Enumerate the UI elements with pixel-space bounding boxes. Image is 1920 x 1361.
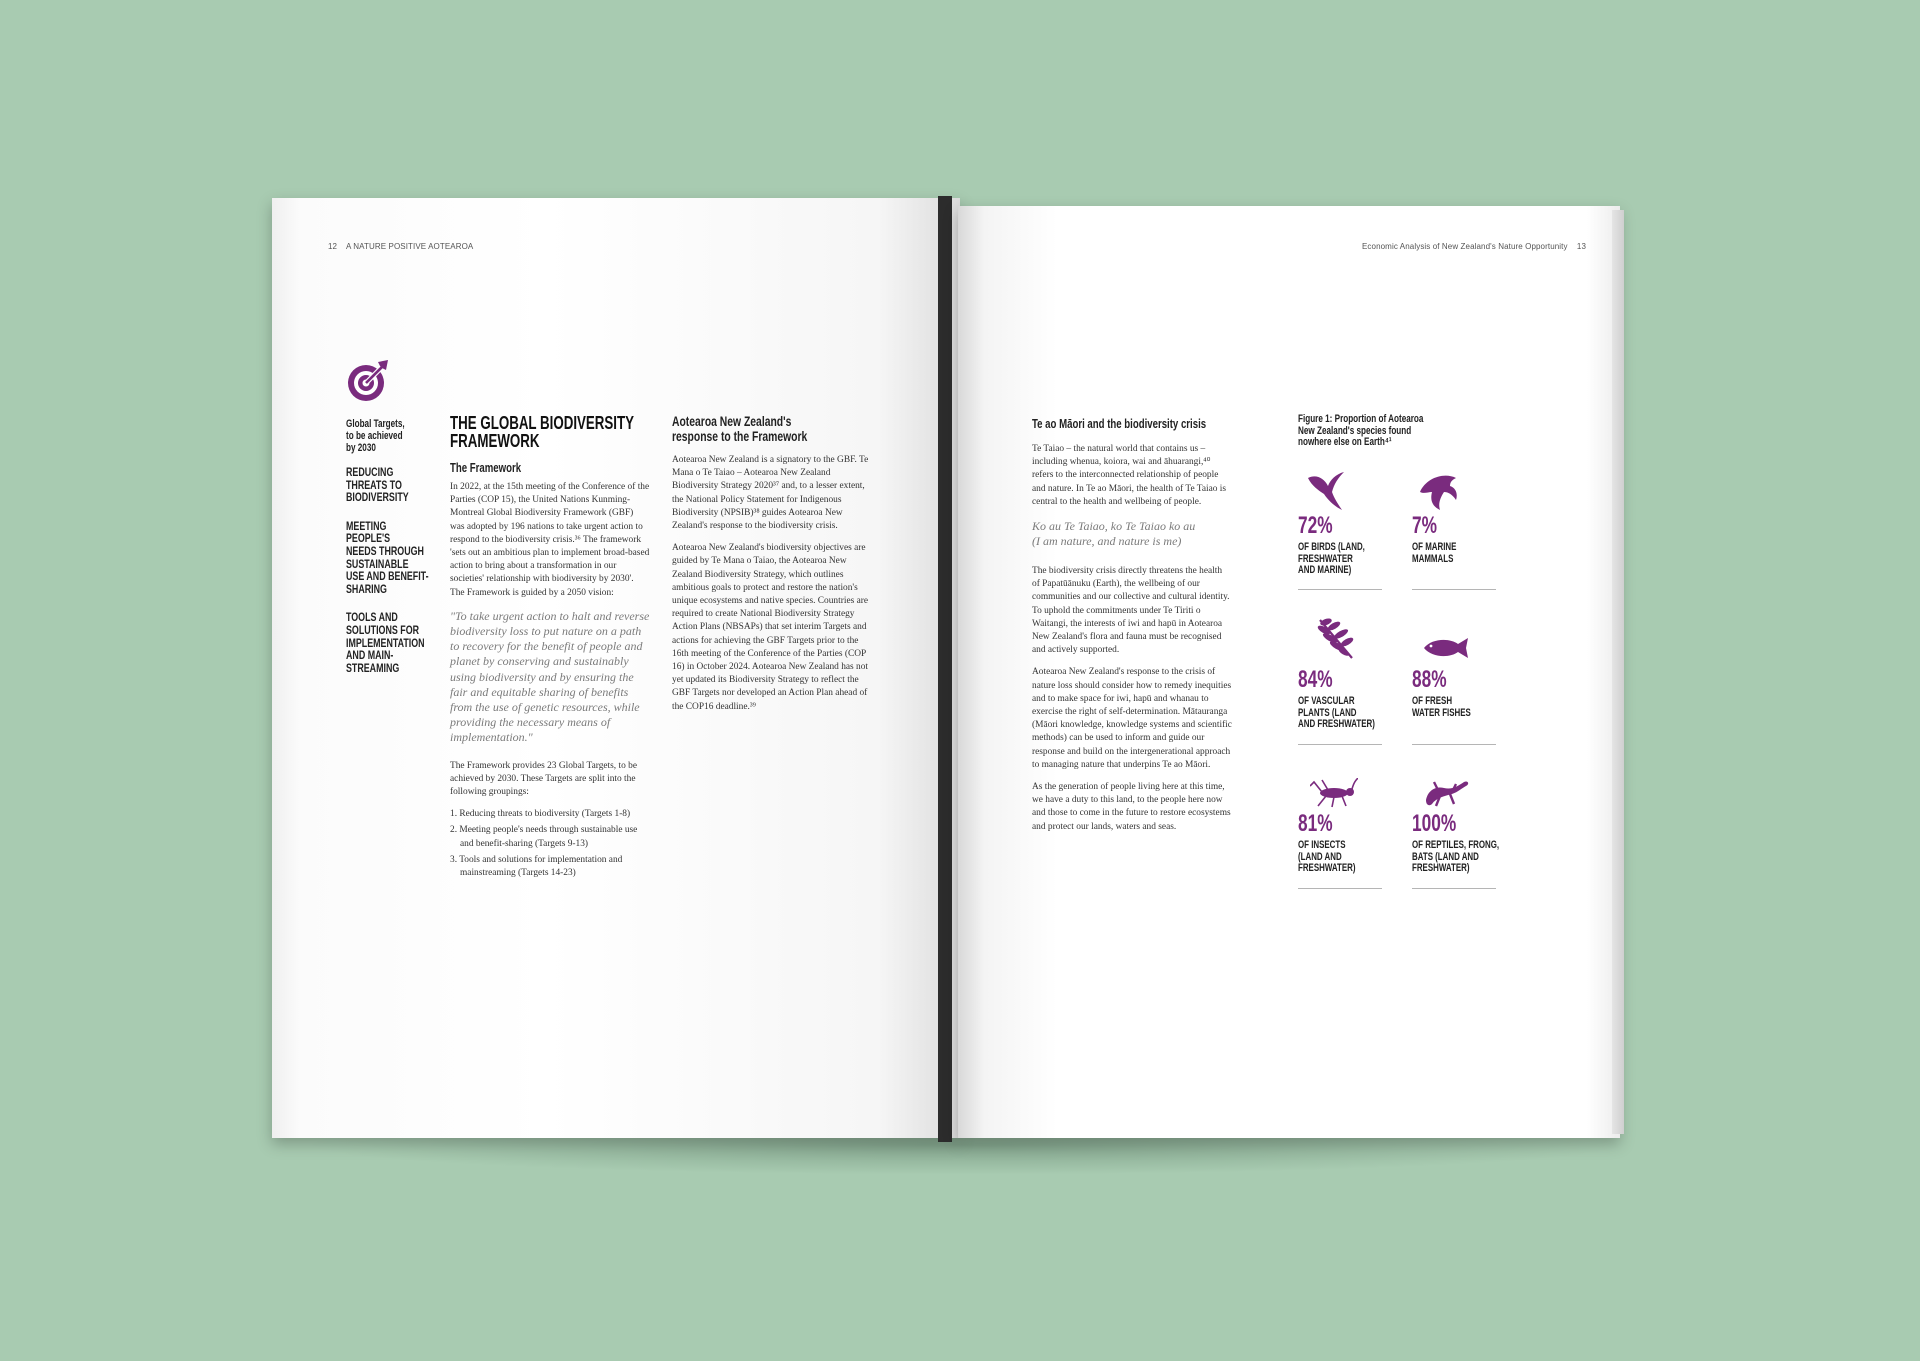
stat-value: 84%: [1298, 666, 1333, 693]
running-title: Economic Analysis of New Zealand's Nature Opportunity: [1362, 242, 1568, 251]
response-paragraph: Aotearoa New Zealand's biodiversity objectives are guided by Te Mana o Taiao, the Aotearoa New Zealand Biodiversity Strategy, which outlines ambitious goals to protect and restore the nation's unique ecosystems and native species. Countries are required to create National Biodiversity Strategy Action Plans (NBSAPs) that set interim Targets and actions for achieving the GBF Targets prior to the 16th meeting of the Conference of the Parties (COP 16) in October 2024. Aotearoa New Zealand has not yet updated its Biodiversity Strategy to reflect the GBF Targets nor developed an Action Plan ahead of the COP16 deadline.³⁹: [672, 543, 869, 712]
divider: [1412, 888, 1496, 889]
targets-paragraph: The Framework provides 23 Global Targets, to be achieved by 2030. These Targets are split into the following groupings:: [450, 760, 637, 798]
weta-icon: [1310, 778, 1358, 808]
divider: [1298, 744, 1382, 745]
list-item: 1. Reducing threats to biodiversity (Targets 1-8): [450, 809, 631, 820]
stat-value: 100%: [1412, 810, 1457, 837]
stat-label: OF VASCULAR PLANTS (LAND AND FRESHWATER): [1298, 695, 1375, 730]
species-figure: [1298, 414, 1518, 974]
maori-title: Te ao Māori and the biodiversity crisis: [1032, 416, 1207, 431]
stat-label: OF BIRDS (LAND, FRESHWATER AND MARINE): [1298, 541, 1365, 576]
stat-value: 81%: [1298, 810, 1333, 837]
divider: [1412, 744, 1496, 745]
list-item: 3. Tools and solutions for implementation and mainstreaming (Targets 14-23): [450, 854, 623, 879]
vision-quote: "To take urgent action to halt and reverse biodiversity loss to put nature on a path to recovery for the benefit of people and planet by conserving and sustainably using biodiversity and by ensuring the fair and equitable sharing of benefits from the use of genetic resources, while providing the necessary means of implementation.": [450, 608, 650, 745]
dolphin-icon: [1416, 470, 1460, 512]
figure-title: Figure 1: Proportion of Aotearoa New Zealand's species found nowhere else on Earth⁴¹: [1298, 413, 1424, 448]
sidebar-caption: Global Targets, to be achieved by 2030: [346, 418, 405, 454]
framework-column: [450, 414, 650, 889]
sidebar: [346, 418, 456, 674]
right-page: [958, 206, 1620, 1138]
list-item: 2. Meeting people's needs through sustainable use and benefit-sharing (Targets 9-13): [450, 825, 638, 849]
lizard-icon: [1422, 776, 1470, 808]
response-title: Aotearoa New Zealand's response to the Framework: [672, 413, 808, 444]
stat-label: OF MARINE MAMMALS: [1412, 541, 1457, 565]
bird-icon: [1306, 468, 1346, 512]
divider: [1298, 589, 1382, 590]
sidebar-group-1: REDUCING THREATS TO BIODIVERSITY: [346, 465, 409, 505]
book-spine: [938, 196, 952, 1142]
stat-value: 88%: [1412, 666, 1447, 693]
stat-label: OF INSECTS (LAND AND FRESHWATER): [1298, 839, 1356, 874]
section-subtitle: The Framework: [450, 460, 522, 475]
running-title: A NATURE POSITIVE AOTEAROA: [345, 242, 474, 251]
stat-label: OF REPTILES, FRONG, BATS (LAND AND FRESHWATER): [1412, 839, 1500, 874]
fish-icon: [1422, 636, 1472, 660]
divider: [1412, 589, 1496, 590]
page-number: 13: [1576, 242, 1586, 251]
maori-paragraph: Aotearoa New Zealand's response to the crisis of nature loss should consider how to remedy inequities and to make space for iwi, hapū and whanau to exercise the right of self-determination. Mātauranga (Māori knowledge, knowledge systems and scientific methods) can be used to inform and guide our response and build on the intergenerational approach to managing nature that underpins Te ao Māori.: [1032, 667, 1232, 770]
response-paragraph: Aotearoa New Zealand is a signatory to the GBF. Te Mana o Te Taiao – Aotearoa New Zealand Biodiversity Strategy 2020³⁷ and, to a lesser extent, the National Policy Statement for Indigenous Biodiversity (NPSIB)³⁸ guides Aotearoa New Zealand's response to the biodiversity crisis.: [672, 455, 869, 532]
stat-label: OF FRESH WATER FISHES: [1412, 695, 1471, 719]
page-number: 12: [328, 242, 338, 251]
response-column: [672, 414, 872, 723]
maori-paragraph: Te Taiao – the natural world that contains us – including whenua, koiora, wai and āhuarangi,⁴⁰ refers to the interconnected relationship of people and nature. In Te ao Māori, the health of Te Taiao is central to the health and wellbeing of people.: [1032, 444, 1227, 507]
page-edge: [1612, 210, 1624, 1134]
stat-value: 72%: [1298, 512, 1333, 539]
sidebar-group-3: TOOLS AND SOLUTIONS FOR IMPLEMENTATION AND MAIN- STREAMING: [346, 610, 425, 675]
target-icon: [346, 358, 392, 404]
maori-paragraph: The biodiversity crisis directly threatens the health of Papatūānuku (Earth), the wellbeing of our communities and our collective and cultural identity. To uphold the commitments under Te Tiriti o Waitangi, the interests of iwi and hapū in Aotearoa New Zealand's flora and fauna must be recognised and actively supported.: [1032, 566, 1230, 656]
sidebar-group-2: MEETING PEOPLE'S NEEDS THROUGH SUSTAINABLE USE AND BENEFIT- SHARING: [346, 518, 429, 596]
right-running-head: [1362, 242, 1586, 251]
divider: [1298, 888, 1382, 889]
intro-paragraph: In 2022, at the 15th meeting of the Conference of the Parties (COP 15), the United Nations Kunming-Montreal Global Biodiversity Framework (GBF) was adopted by 196 nations to take urgent action to respond to the biodiversity crisis.³⁶ The framework 'sets out an ambitious plan to implement broad-based action to bring about a transformation in our societies' relationship with biodiversity by 2030'. The Framework is guided by a 2050 vision:: [450, 482, 650, 598]
maori-column: [1032, 416, 1232, 843]
fern-icon: [1314, 614, 1358, 662]
left-running-head: [328, 242, 473, 251]
targets-list: [450, 808, 650, 880]
left-page: [272, 198, 960, 1138]
stat-value: 7%: [1412, 512, 1437, 539]
section-title: THE GLOBAL BIODIVERSITY FRAMEWORK: [450, 413, 635, 451]
maori-quote: Ko au Te Taiao, ko Te Taiao ko au (I am nature, and nature is me): [1032, 519, 1196, 549]
maori-paragraph: As the generation of people living here at this time, we have a duty to this land, to the people here now and those to come in the future to restore ecosystems and protect our lands, waters and seas.: [1032, 782, 1231, 832]
